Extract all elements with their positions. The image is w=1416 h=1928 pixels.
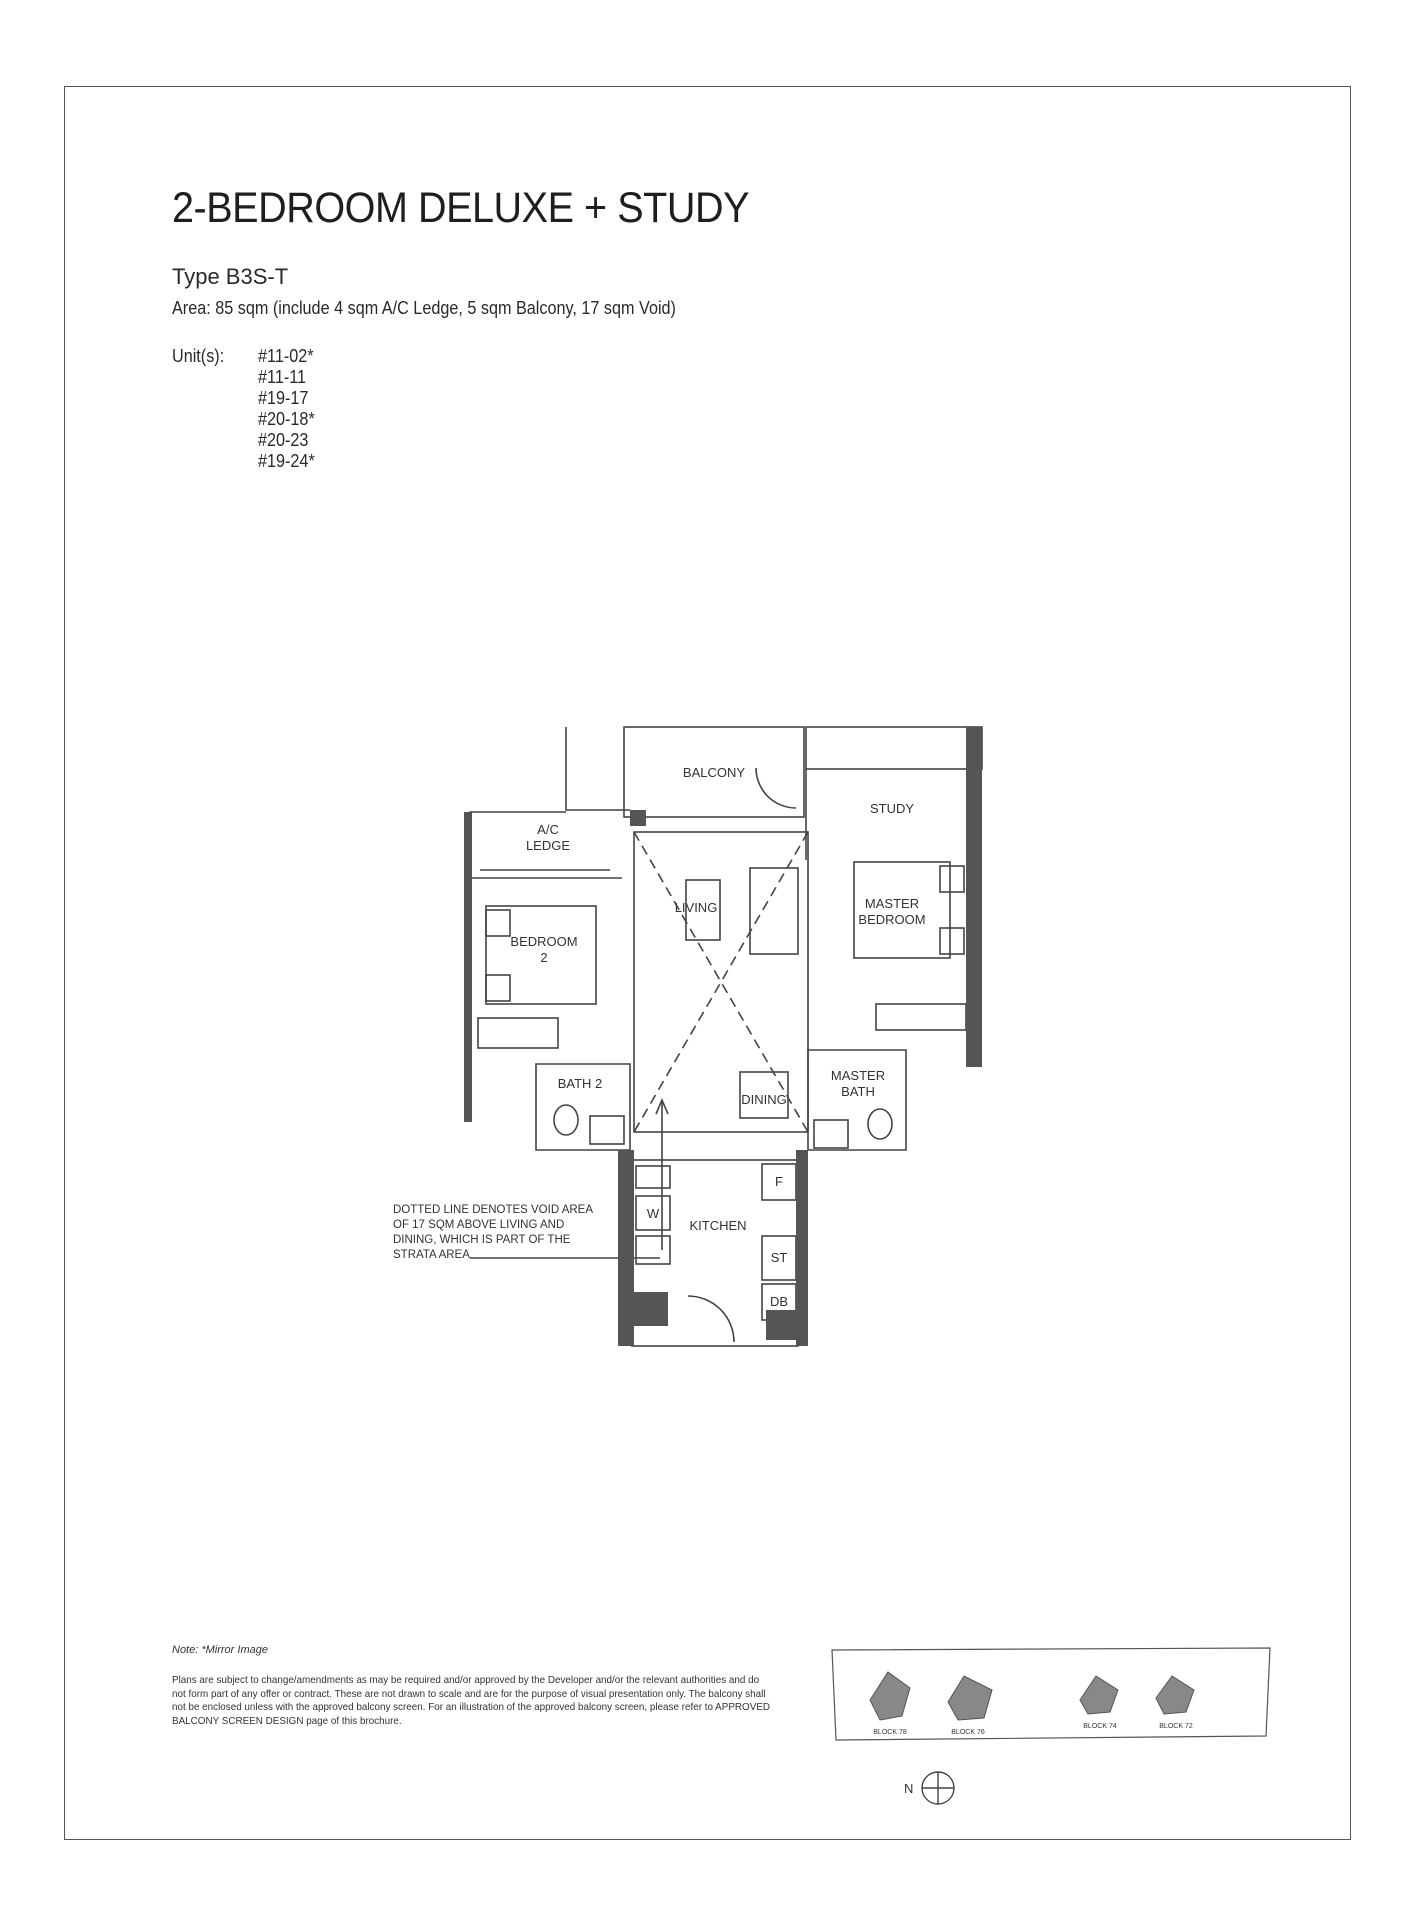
- void-note: [393, 1203, 593, 1263]
- shaft: [766, 1310, 796, 1340]
- master-bath-outline: [808, 1050, 906, 1150]
- key-plan-block-76: [948, 1676, 992, 1720]
- void-note-line: DOTTED LINE DENOTES VOID AREA: [393, 1204, 594, 1216]
- study-window: [806, 727, 982, 769]
- unit-item: #20-23: [258, 430, 309, 450]
- key-plan-block-72: [1156, 1676, 1194, 1714]
- pillow: [940, 928, 964, 954]
- master-bath-wc: [868, 1109, 892, 1139]
- units-label: Unit(s):: [172, 346, 225, 366]
- wall: [630, 810, 646, 826]
- block-label: BLOCK 72: [1159, 1723, 1193, 1730]
- room-label-master-bath: MASTER: [830, 1068, 886, 1083]
- room-label-ac-ledge: LEDGE: [525, 838, 571, 853]
- shaft: [634, 1292, 668, 1326]
- unit-type: Type B3S-T: [172, 264, 289, 289]
- unit-item: #20-18*: [258, 409, 315, 429]
- room-label-master-bath: BATH: [841, 1084, 875, 1099]
- pillow: [486, 910, 510, 936]
- room-label-washer: W: [646, 1206, 660, 1221]
- master-wardrobe: [876, 1004, 966, 1030]
- room-label-db: DB: [769, 1294, 789, 1309]
- master-bath-basin: [814, 1120, 848, 1148]
- key-plan-block-74: [1080, 1676, 1118, 1714]
- wall: [966, 727, 982, 1067]
- void-note-line: DINING, WHICH IS PART OF THE: [393, 1234, 571, 1246]
- door-arc: [688, 1296, 734, 1342]
- room-label-bedroom2: 2: [540, 950, 548, 965]
- room-label-study: STUDY: [869, 801, 915, 816]
- void-note-line: STRATA AREA: [393, 1249, 470, 1261]
- room-label-kitchen: KITCHEN: [689, 1218, 747, 1233]
- unit-item: #11-02*: [258, 346, 314, 366]
- room-label-balcony: BALCONY: [682, 765, 746, 780]
- room-label-master-bedroom: MASTER: [864, 896, 920, 911]
- door-arc: [756, 768, 796, 808]
- sofa: [750, 868, 798, 954]
- wall: [618, 1150, 634, 1346]
- pillow: [940, 866, 964, 892]
- unit-item: #11-11: [258, 367, 307, 387]
- room-label-bedroom2: BEDROOM: [510, 934, 578, 949]
- room-label-store: ST: [770, 1250, 788, 1265]
- key-plan-block-78: [870, 1672, 910, 1720]
- room-label-living: LIVING: [674, 900, 718, 915]
- block-label: BLOCK 74: [1083, 1723, 1117, 1730]
- page-title: 2-BEDROOM DELUXE + STUDY: [172, 184, 749, 232]
- sink: [636, 1236, 670, 1264]
- unit-item: #19-17: [258, 388, 309, 408]
- room-label-bath2: BATH 2: [557, 1076, 603, 1091]
- block-label: BLOCK 78: [873, 1729, 907, 1736]
- unit-area: Area: 85 sqm (include 4 sqm A/C Ledge, 5 sqm Balcony, 17 sqm Void): [172, 298, 676, 318]
- bedroom2-wardrobe: [478, 1018, 558, 1048]
- bath2-basin: [590, 1116, 624, 1144]
- room-label-master-bedroom: BEDROOM: [858, 912, 926, 927]
- north-label: N: [904, 1781, 914, 1796]
- room-label-ac-ledge: A/C: [537, 822, 559, 837]
- pillow: [486, 975, 510, 1001]
- note-label: Note: *Mirror Image: [172, 1644, 268, 1656]
- unit-item: #19-24*: [258, 451, 315, 471]
- hob: [636, 1166, 670, 1188]
- wall: [464, 812, 472, 1122]
- disclaimer-text: Plans are subject to change/amendments as may be required and/or approved by the Developer and/or the relevant authorities and do not form part of any offer or contract. These are not drawn to scale and are for the purpose of visual presentation only. The balcony shall not be enclosed unless with the approved balcony screen. For an illustration of the approved balcony screen, please refer to APPROVED BALCONY SCREEN DESIGN page of this brochure.: [172, 1674, 771, 1727]
- void-note-line: OF 17 SQM ABOVE LIVING AND: [393, 1219, 565, 1231]
- balcony-wall: [566, 727, 630, 810]
- room-label-fridge: F: [775, 1174, 783, 1189]
- wall: [796, 1150, 808, 1346]
- bath2-wc: [554, 1105, 578, 1135]
- room-label-dining: DINING: [741, 1092, 787, 1107]
- block-label: BLOCK 76: [951, 1729, 985, 1736]
